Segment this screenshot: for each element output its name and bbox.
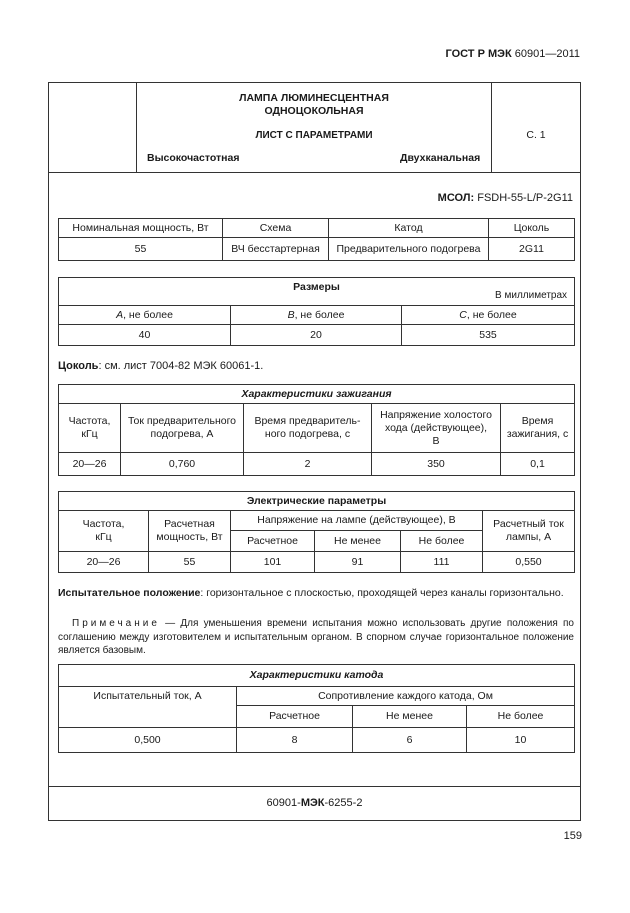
- value-cell: 2G11: [489, 238, 575, 261]
- subheader-cell: Не менее: [315, 531, 401, 552]
- header-cell: B, не более: [231, 306, 402, 325]
- value-cell: 91: [315, 552, 401, 573]
- value-cell: 40: [59, 325, 231, 346]
- value-cell: 55: [59, 238, 223, 261]
- value-cell: 20—26: [59, 552, 149, 573]
- value-cell: 111: [401, 552, 483, 573]
- page-label: С. 1: [526, 129, 546, 141]
- header-cell: Время предваритель- ного подогрева, с: [244, 404, 372, 453]
- page-number: 159: [563, 830, 582, 842]
- dimensions-units: В миллиметрах: [495, 290, 568, 301]
- electrical-title: Электрические параметры: [59, 492, 575, 511]
- note-paragraph: Примечание — Для уменьшения времени испытания можно использовать другие положения по соглашению между изготовителем и испытательным органом. В спорном случае горизонтальное положение является базовым.: [58, 618, 574, 656]
- value-cell: 55: [149, 552, 231, 573]
- header-cell: Частота, кГц: [59, 404, 121, 453]
- header-cell: Время зажигания, с: [501, 404, 575, 453]
- header-cell: Цоколь: [489, 219, 575, 238]
- value-cell: 2: [244, 453, 372, 476]
- header-cell: Расчетный ток лампы, А: [483, 511, 575, 552]
- header-cell: Схема: [223, 219, 329, 238]
- cathode-table: [58, 664, 575, 753]
- header-cell: Сопротивление каждого катода, Ом: [237, 687, 575, 706]
- value-cell: 0,550: [483, 552, 575, 573]
- main-params-table: [58, 218, 575, 261]
- ignition-title: Характеристики зажигания: [59, 385, 575, 404]
- cap-paragraph: Цоколь: см. лист 7004-82 МЭК 60061-1.: [58, 360, 264, 372]
- value-cell: 0,500: [59, 728, 237, 753]
- header-cell: C, не более: [402, 306, 575, 325]
- value-cell: 101: [231, 552, 315, 573]
- header-cell: A, не более: [59, 306, 231, 325]
- value-cell: 6: [353, 728, 467, 753]
- header-cell: Катод: [329, 219, 489, 238]
- value-cell: 10: [467, 728, 575, 753]
- header-cell: Частота, кГц: [59, 511, 149, 552]
- subheader-cell: Расчетное: [237, 706, 353, 728]
- value-cell: 350: [372, 453, 501, 476]
- sheet-code: 60901-МЭК-6255-2: [266, 797, 363, 809]
- dimensions-title-cell: [59, 278, 575, 306]
- value-cell: 20: [231, 325, 402, 346]
- sheet-title: ЛАМПА ЛЮМИНЕСЦЕНТНАЯ ОДНОЦОКОЛЬНАЯ: [239, 92, 389, 117]
- value-cell: 0,1: [501, 453, 575, 476]
- header-left-cell: [48, 82, 137, 173]
- value-cell: 8: [237, 728, 353, 753]
- lamp-type-left: Высокочастотная: [147, 152, 240, 164]
- header-cell: Напряжение на лампе (действующее), В: [231, 511, 483, 531]
- footer-divider: [48, 786, 581, 787]
- header-cell: Напряжение холостого хода (действующее), В: [372, 404, 501, 453]
- subheader-cell: Расчетное: [231, 531, 315, 552]
- value-cell: 535: [402, 325, 575, 346]
- header-cell: Номинальная мощность, Вт: [59, 219, 223, 238]
- value-cell: Предварительного подогрева: [329, 238, 489, 261]
- header-cell: Ток предварительного подогрева, А: [121, 404, 244, 453]
- value-cell: 20—26: [59, 453, 121, 476]
- ignition-table: [58, 384, 575, 476]
- electrical-table: [58, 491, 575, 573]
- subheader-cell: Не более: [401, 531, 483, 552]
- header-cell: Расчетная мощность, Вт: [149, 511, 231, 552]
- value-cell: ВЧ бесстартерная: [223, 238, 329, 261]
- sheet-subtitle: ЛИСТ С ПАРАМЕТРАМИ: [255, 130, 373, 141]
- cathode-title: Характеристики катода: [59, 665, 575, 687]
- test-position-paragraph: Испытательное положение: горизонтальное с плоскостью, проходящей через каналы горизонтально.: [58, 587, 564, 599]
- msol-code: МСОЛ: FSDH-55-L/P-2G11: [437, 192, 573, 204]
- dimensions-title: Размеры: [293, 281, 340, 293]
- standard-designation: ГОСТ Р МЭК 60901—2011: [445, 48, 580, 60]
- header-cell: Испытательный ток, А: [59, 687, 237, 728]
- dimensions-table: [58, 277, 575, 346]
- value-cell: 0,760: [121, 453, 244, 476]
- subheader-cell: Не более: [467, 706, 575, 728]
- header-right-cell: [491, 82, 581, 173]
- header-divider: [48, 172, 581, 173]
- lamp-type-right: Двухканальная: [400, 152, 481, 164]
- subheader-cell: Не менее: [353, 706, 467, 728]
